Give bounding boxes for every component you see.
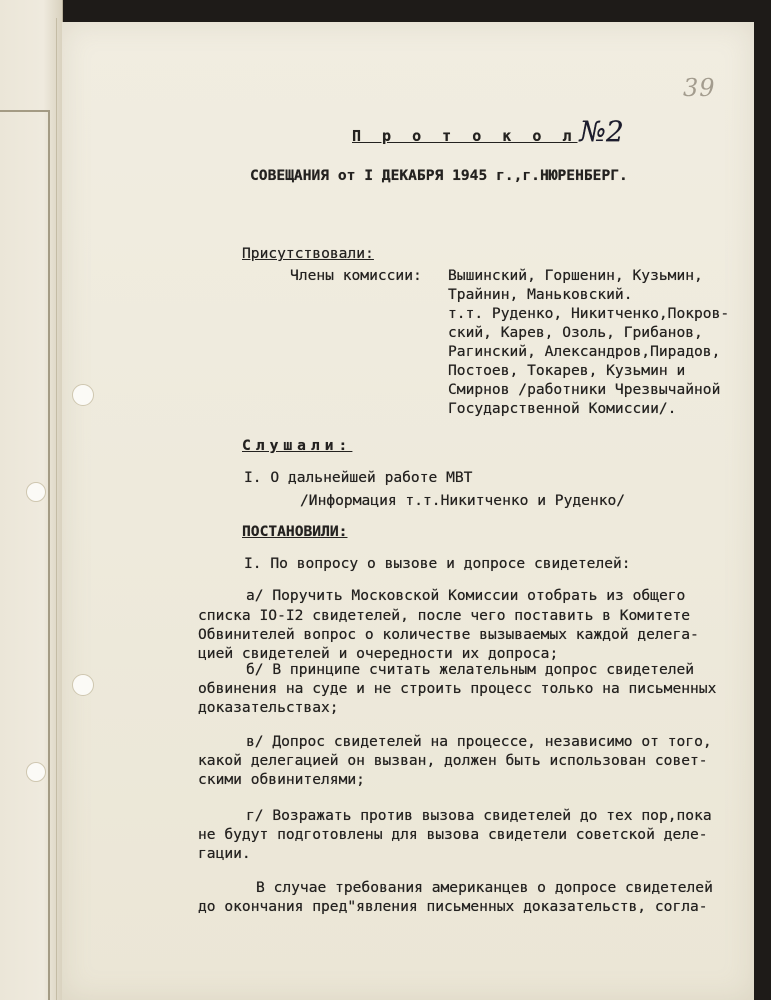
paragraph-a-line: Обвинителей вопрос о количестве вызываемых каждой делега- bbox=[198, 626, 699, 643]
paragraph-a-line: а/ Поручить Московской Комиссии отобрать из общего bbox=[246, 587, 686, 604]
members-line: ский, Карев, Озоль, Грибанов, bbox=[448, 324, 703, 341]
resolved-heading: ПОСТАНОВИЛИ: bbox=[242, 523, 348, 540]
members-line: Рагинский, Александров,Пирадов, bbox=[448, 343, 721, 360]
paragraph-a-line: списка IO-I2 свидетелей, после чего поставить в Комитете bbox=[198, 607, 691, 624]
members-line: т.т. Руденко, Никитченко,Покров- bbox=[448, 305, 730, 322]
members-line: Государственной Комиссии/. bbox=[448, 400, 677, 417]
paragraph-g-line: гации. bbox=[198, 845, 251, 862]
members-label: Члены комиссии: bbox=[290, 267, 422, 284]
closing-paragraph-line: до окончания пред"явления письменных доказательств, согла- bbox=[198, 898, 708, 915]
resolved-item: I. По вопросу о вызове и допросе свидетелей: bbox=[244, 555, 631, 572]
paragraph-a-line: цией свидетелей и очередности их допроса; bbox=[198, 645, 559, 662]
title-text: П р о т о к о л bbox=[352, 127, 578, 145]
page-number: 39 bbox=[683, 74, 716, 102]
paragraph-v-line: в/ Допрос свидетелей на процессе, независимо от того, bbox=[246, 733, 712, 750]
members-line: Вышинский, Горшенин, Кузьмин, bbox=[448, 267, 703, 284]
heard-item: I. О дальнейшей работе МВТ bbox=[244, 469, 473, 486]
document-title bbox=[352, 115, 624, 148]
title-number: №2 bbox=[579, 115, 624, 148]
attendees-heading: Присутствовали: bbox=[242, 245, 374, 262]
paragraph-b-line: обвинения на суде и не строить процесс только на письменных bbox=[198, 680, 717, 697]
members-line: Смирнов /работники Чрезвычайной bbox=[448, 381, 721, 398]
paragraph-v-line: скими обвинителями; bbox=[198, 771, 365, 788]
heard-info: /Информация т.т.Никитченко и Руденко/ bbox=[300, 492, 626, 509]
paragraph-b-line: доказательствах; bbox=[198, 699, 339, 716]
document-subtitle: СОВЕЩАНИЯ от I ДЕКАБРЯ 1945 г.,г.НЮРЕНБЕРГ. bbox=[250, 167, 628, 184]
members-line: Постоев, Токарев, Кузьмин и bbox=[448, 362, 686, 379]
paragraph-g-line: г/ Возражать против вызова свидетелей до тех пор,пока bbox=[246, 807, 712, 824]
paragraph-g-line: не будут подготовлены для вызова свидетели советской деле- bbox=[198, 826, 708, 843]
paragraph-v-line: какой делегацией он вызван, должен быть использован совет- bbox=[198, 752, 708, 769]
members-line: Трайнин, Маньковский. bbox=[448, 286, 633, 303]
paragraph-b-line: б/ В принципе считать желательным допрос свидетелей bbox=[246, 661, 695, 678]
closing-paragraph-line: В случае требования американцев о допросе свидетелей bbox=[256, 879, 713, 896]
heard-heading: Слушали: bbox=[242, 437, 353, 454]
